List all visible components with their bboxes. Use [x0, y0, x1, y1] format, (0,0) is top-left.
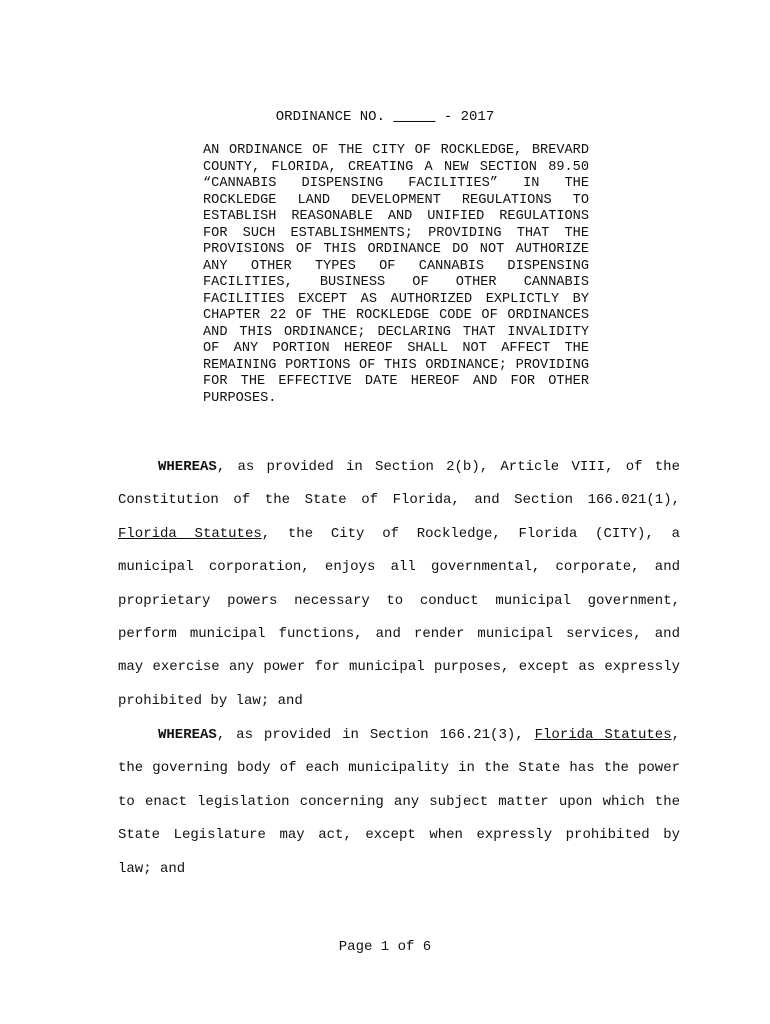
- paragraph-text: , the governing body of each municipality in the State has the power to enact legislation concerning any subject matter upon which the State Legislature may act, except when expressly prohibited by law; and: [118, 727, 681, 877]
- page-number: Page 1 of 6: [338, 939, 432, 955]
- ordinance-caption: AN ORDINANCE OF THE CITY OF ROCKLEDGE, BREVARD COUNTY, FLORIDA, CREATING A NEW SECTION 89.50 “CANNABIS DISPENSING FACILITIES” IN THE ROCKLEDGE LAND DEVELOPMENT REGULATIONS TO ESTABLISH REASONABLE AND UNIFIED REGULATIONS FOR SUCH ESTABLISHMENTS; PROVIDING THAT THE PROVISIONS OF THIS ORDINANCE DO NOT AUTHORIZE ANY OTHER TYPES OF CANNABIS DISPENSING FACILITIES, BUSINESS OF OTHER CANNABIS FACILITIES EXCEPT AS AUTHORIZED EXPLICTLY BY CHAPTER 22 OF THE ROCKLEDGE CODE OF ORDINANCES AND THIS ORDINANCE; DECLARING THAT INVALIDITY OF ANY PORTION HEREOF SHALL NOT AFFECT THE REMAINING PORTIONS OF THIS ORDINANCE; PROVIDING FOR THE EFFECTIVE DATE HEREOF AND FOR OTHER PURPOSES.: [203, 143, 589, 406]
- whereas-lead: WHEREAS: [158, 459, 217, 475]
- title-suffix: - 2017: [443, 109, 495, 125]
- paragraph-text: , the City of Rockledge, Florida (CITY), a municipal corporation, enjoys all governmental, corporate, and proprietary powers necessary to conduct municipal government, perform municipal functions, and render municipal services, and may exercise any power for municipal purposes, except as expressly prohibited by law; and: [118, 525, 681, 709]
- paragraph-text: , as provided in Section 166.21(3),: [216, 727, 535, 743]
- paragraph-text: , as provided in Section 2(b), Article VIII, of the Constitution of the State of Florida, and Section 166.021(1),: [118, 459, 680, 509]
- statute-reference: Florida Statutes: [534, 727, 672, 743]
- ordinance-number-blank: _____: [393, 109, 436, 125]
- ordinance-title: [0, 108, 770, 126]
- whereas-paragraph-2: [118, 719, 680, 886]
- whereas-lead: WHEREAS: [158, 727, 217, 743]
- whereas-paragraph-1: [118, 451, 680, 718]
- title-prefix: ORDINANCE NO.: [275, 109, 385, 125]
- statute-reference: Florida Statutes: [118, 525, 262, 542]
